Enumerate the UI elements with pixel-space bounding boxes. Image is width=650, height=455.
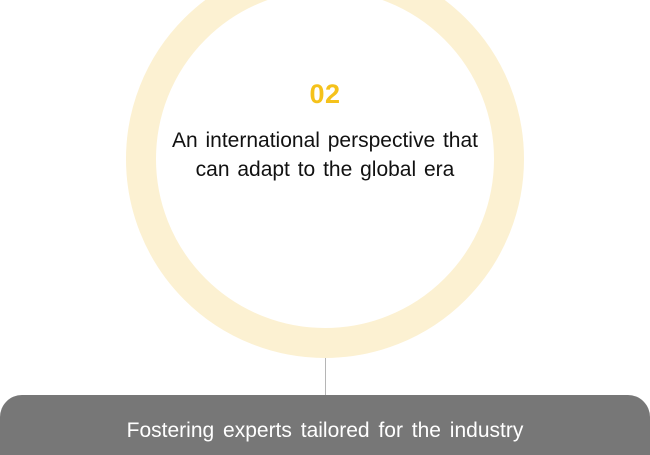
bottom-banner <box>0 395 650 455</box>
banner-text: Fostering experts tailored for the industry <box>126 419 524 442</box>
feature-ring-content <box>126 0 524 358</box>
connector-line <box>325 358 326 396</box>
feature-description: An international perspective that can adapt to the global era <box>171 129 479 181</box>
feature-number: 02 <box>309 79 341 109</box>
